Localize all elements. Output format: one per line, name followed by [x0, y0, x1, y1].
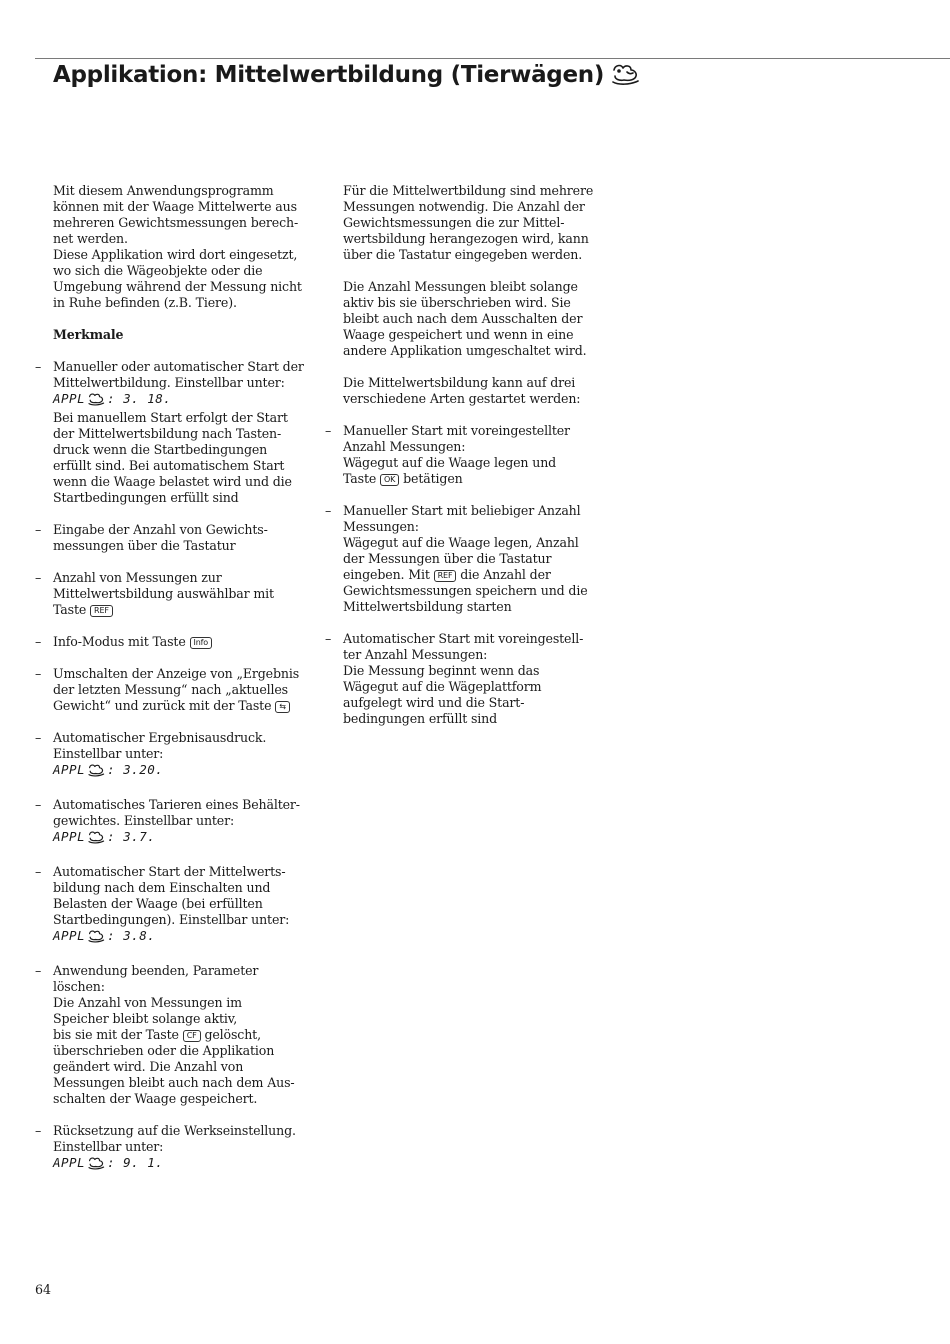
display-code: APPL : 3. 18.	[53, 391, 303, 410]
list-item: – Automatischer Start der Mittelwerts- bildung nach dem Einschalten und Belasten der Waage (bei erfüllten Startbedingungen). Einstellbar unter: APPL : 3.8.	[53, 864, 303, 947]
page-number: 64	[35, 1282, 52, 1297]
paragraph: Für die Mittelwertbildung sind mehrere Messungen notwendig. Die Anzahl der Gewichtsmessungen die zur Mittel- wertsbildung herangezogen wird, kann über die Tastatur eingegeben werden.	[343, 183, 594, 262]
bullet-dash: –	[325, 631, 332, 646]
bullet-dash: –	[35, 864, 42, 879]
list-item: – Info-Modus mit Taste Info	[53, 634, 303, 650]
top-rule	[35, 58, 950, 59]
paragraph: Die Mittelwertsbildung kann auf drei verschiedene Arten gestartet werden:	[343, 375, 581, 406]
page-title	[53, 62, 640, 92]
animal-weighing-icon	[87, 1156, 105, 1174]
bullet-dash: –	[35, 522, 42, 537]
list-item: – Anwendung beenden, Parameter löschen: Die Anzahl von Messungen im Speicher bleibt solange aktiv, bis sie mit der Taste CF gelöscht, überschrieben oder die Applikation geändert wird. Die Anzahl von Messungen bleibt auch nach dem Aus- schalten der Waage gespeichert.	[35, 963, 295, 1106]
bullet-dash: –	[325, 423, 332, 438]
bullet-dash: –	[325, 503, 332, 518]
intro-paragraph: Mit diesem Anwendungsprogramm können mit der Waage Mittelwerte aus mehreren Gewichtsmessungen berech- net werden. Diese Applikation wird dort eingesetzt, wo sich die Wägeobjekte oder die Umgebung während der Messung nicht in Ruhe befinden (z.B. Tiere).	[53, 183, 302, 310]
display-code: APPL : 3.8.	[53, 928, 303, 947]
list-item: – Manueller Start mit voreingestellter Anzahl Messungen: Wägegut auf die Waage legen und Taste OK betätigen	[325, 423, 570, 486]
bullet-dash: –	[35, 359, 42, 374]
bullet-dash: –	[35, 730, 42, 745]
animal-weighing-icon	[87, 392, 105, 410]
animal-weighing-icon	[610, 62, 640, 92]
animal-weighing-icon	[87, 763, 105, 781]
animal-weighing-icon	[87, 929, 105, 947]
list-item: – Automatischer Ergebnisausdruck. Einstellbar unter: APPL : 3.20.	[53, 730, 303, 781]
display-code: APPL : 9. 1.	[53, 1155, 303, 1174]
bullet-dash: –	[35, 963, 42, 978]
cf-key: CF	[183, 1030, 201, 1042]
page-title-text: Applikation: Mittelwertbildung (Tierwägen)	[53, 62, 605, 88]
info-key: Info	[190, 637, 213, 649]
list-item: – Automatischer Start mit voreingestell- ter Anzahl Messungen: Die Messung beginnt wenn das Wägegut auf die Wägeplattform aufgelegt wird und die Start- bedingungen erfüllt sind	[325, 631, 584, 726]
right-column	[325, 183, 594, 743]
ok-key: OK	[380, 474, 399, 486]
list-item: – Manueller oder automatischer Start der Mittelwertbildung. Einstellbar unter: APPL : 3. 18. Bei manuellem Start erfolgt der Start der Mittelwertsbildung nach Tasten- druck wenn die Startbedingungen erfüllt sind. Bei automatischem Start wenn die Waage belastet wird und die Startbedingungen erfüllt sind	[35, 359, 304, 505]
ref-key: REF	[90, 605, 113, 617]
bullet-dash: –	[35, 634, 42, 649]
animal-weighing-icon	[87, 830, 105, 848]
toggle-key: ⇆	[275, 701, 290, 713]
display-code: APPL : 3.7.	[53, 829, 303, 848]
section-heading: Merkmale	[53, 327, 124, 342]
list-item: – Manueller Start mit beliebiger Anzahl Messungen: Wägegut auf die Waage legen, Anzahl der Messungen über die Tastatur eingeben. Mit REF die Anzahl der Gewichtsmessungen speichern und die Mittelwertsbildung starten	[325, 503, 588, 614]
left-column	[35, 183, 304, 1190]
list-item: – Eingabe der Anzahl von Gewichts- messungen über die Tastatur	[35, 522, 268, 553]
bullet-dash: –	[35, 666, 42, 681]
list-item: – Automatisches Tarieren eines Behälter- gewichtes. Einstellbar unter: APPL : 3.7.	[53, 797, 303, 848]
bullet-dash: –	[35, 1123, 42, 1138]
list-item: – Umschalten der Anzeige von „Ergebnis der letzten Messung“ nach „aktuelles Gewicht“ und zurück mit der Taste ⇆	[35, 666, 300, 713]
display-code: APPL : 3.20.	[53, 762, 303, 781]
list-item: – Rücksetzung auf die Werkseinstellung. Einstellbar unter: APPL : 9. 1.	[53, 1123, 303, 1174]
list-item: – Anzahl von Messungen zur Mittelwertsbildung auswählbar mit Taste REF	[35, 570, 274, 617]
paragraph: Die Anzahl Messungen bleibt solange aktiv bis sie überschrieben wird. Sie bleibt auch nach dem Ausschalten der Waage gespeichert und wenn in eine andere Applikation umgeschaltet wird.	[343, 279, 587, 358]
bullet-dash: –	[35, 797, 42, 812]
bullet-dash: –	[35, 570, 42, 585]
ref-key: REF	[434, 570, 457, 582]
